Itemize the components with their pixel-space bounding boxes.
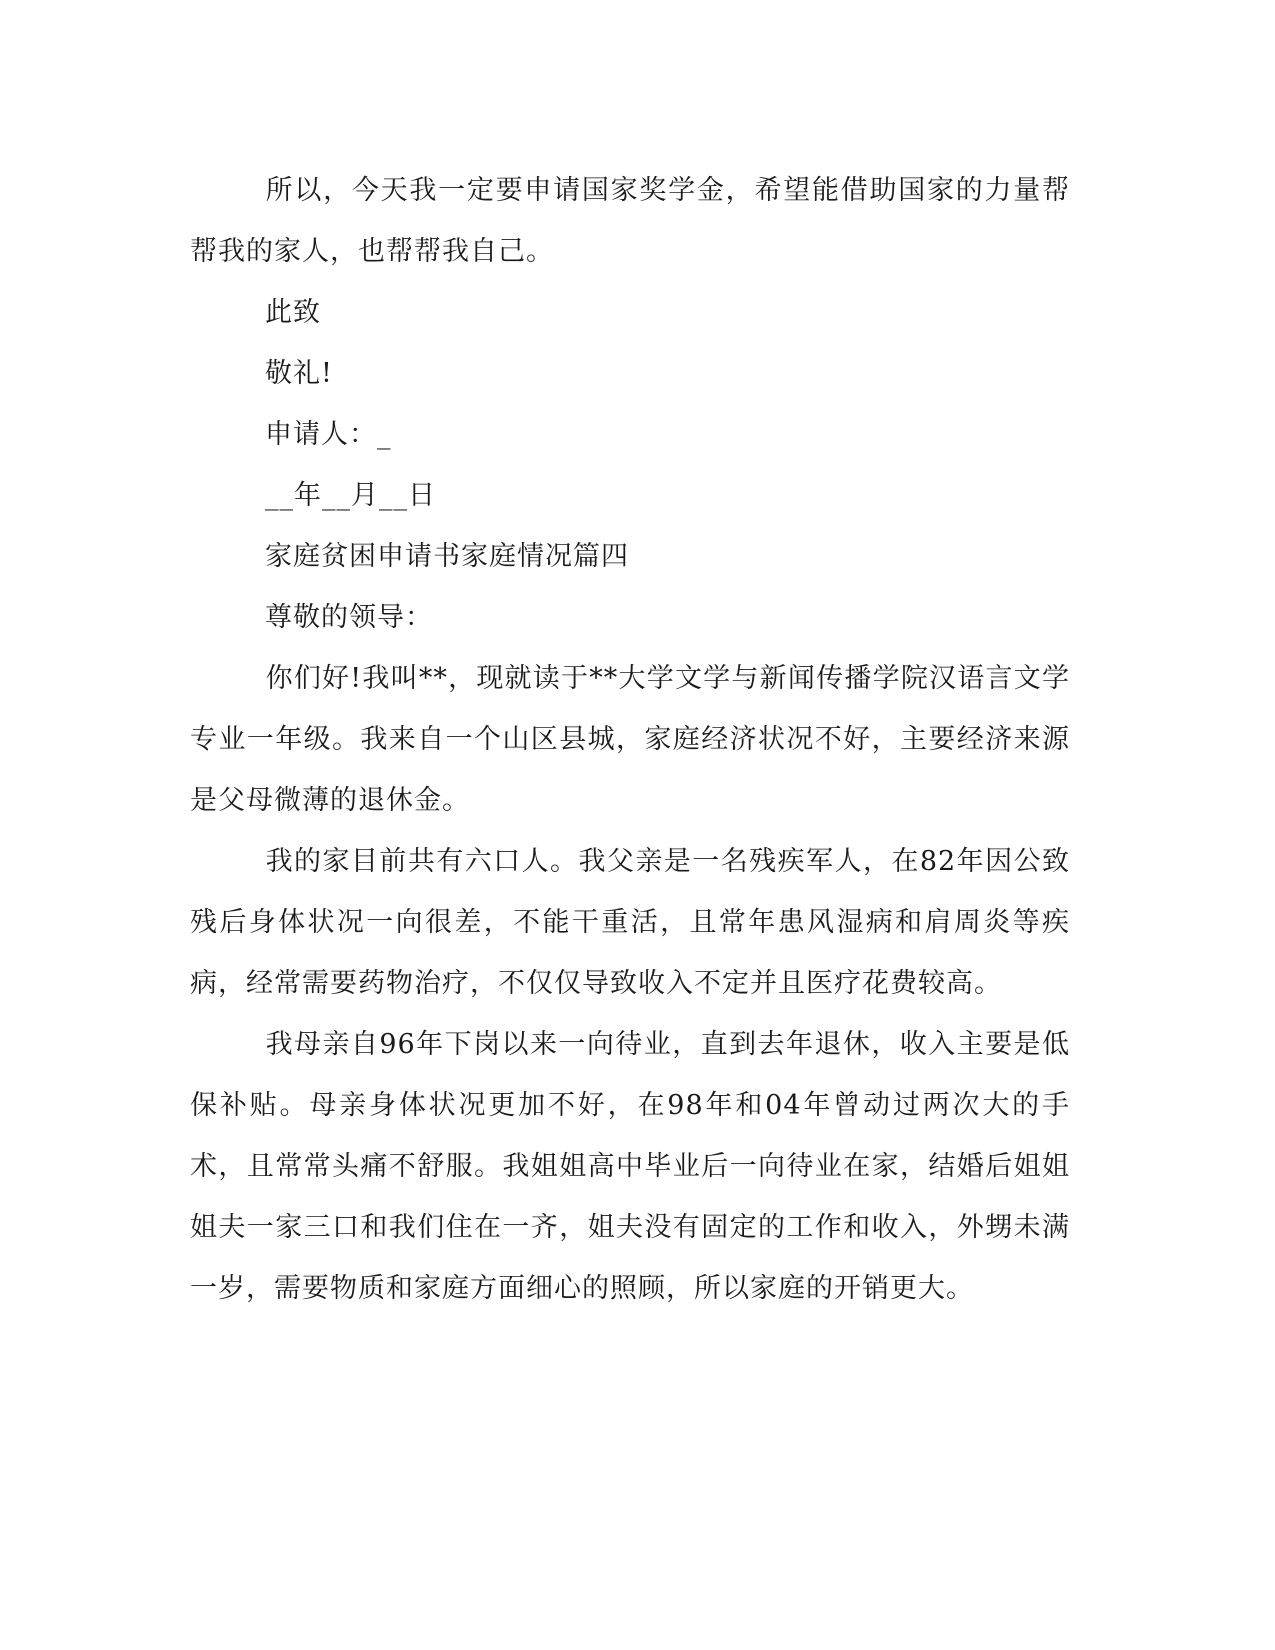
closing-salutation: 此致 xyxy=(265,297,321,328)
greeting: 尊敬的领导： xyxy=(265,602,433,633)
paragraph-scholarship-request: 所以，今天我一定要申请国家奖学金，希望能借助国家的力量帮帮我的家人，也帮帮我自己。 xyxy=(190,175,1070,267)
paragraph-father: 我的家目前共有六口人。我父亲是一名残疾军人，在82年因公致残后身体状况一向很差，不能干重活，且常年患风湿病和肩周炎等疾病，经常需要药物治疗，不仅仅导致收入不定并且医疗花费较高。 xyxy=(190,846,1070,999)
closing-regards: 敬礼! xyxy=(265,358,333,389)
date-line: __年__月__日 xyxy=(265,480,436,511)
section-title: 家庭贫困申请书家庭情况篇四 xyxy=(265,541,629,572)
paragraph-introduction: 你们好!我叫**，现就读于**大学文学与新闻传播学院汉语言文学专业一年级。我来自一个山区县城，家庭经济状况不好，主要经济来源是父母微薄的退休金。 xyxy=(190,663,1070,816)
document-body xyxy=(190,160,1070,1319)
paragraph-mother-sister: 我母亲自96年下岗以来一向待业，直到去年退休，收入主要是低保补贴。母亲身体状况更加不好，在98年和04年曾动过两次大的手术，且常常头痛不舒服。我姐姐高中毕业后一向待业在家，结婚后姐姐姐夫一家三口和我们住在一齐，姐夫没有固定的工作和收入，外甥未满一岁，需要物质和家庭方面细心的照顾，所以家庭的开销更大。 xyxy=(190,1029,1070,1304)
applicant-line: 申请人：_ xyxy=(265,419,392,450)
